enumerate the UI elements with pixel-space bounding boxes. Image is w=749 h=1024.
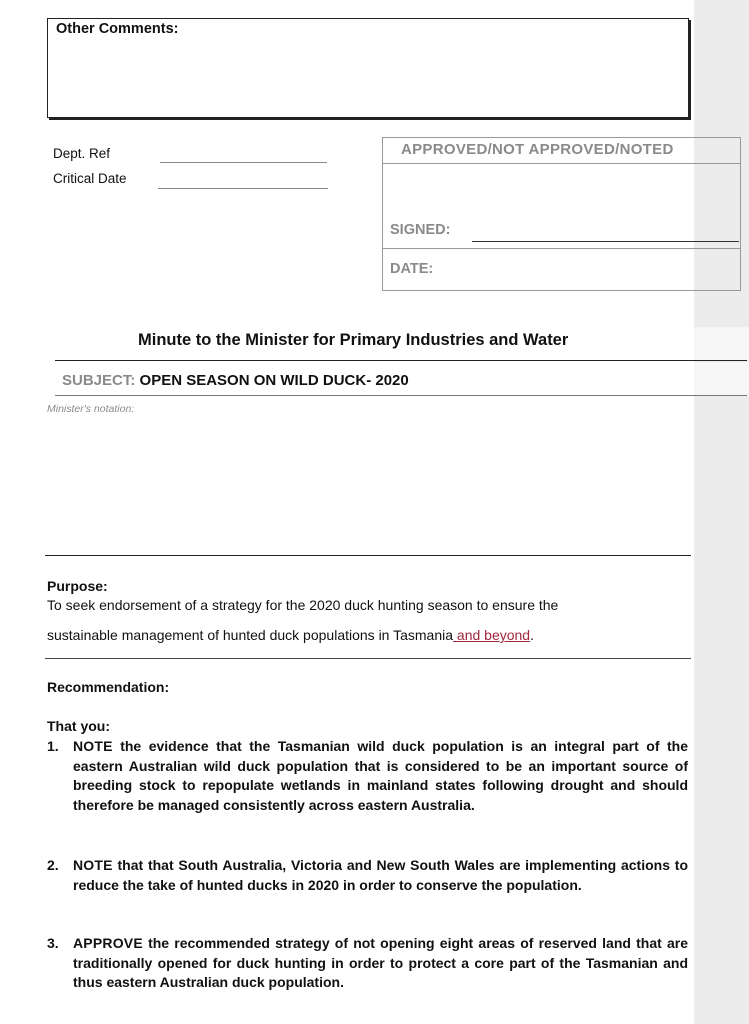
item-number: 3.: [47, 935, 59, 951]
approval-title: APPROVED/NOT APPROVED/NOTED: [401, 141, 674, 158]
recommendation-heading: Recommendation:: [47, 679, 170, 695]
notation-rule: [45, 555, 691, 556]
purpose-text: sustainable management of hunted duck populations in Tasmania: [47, 627, 454, 643]
recommendation-item: [47, 856, 688, 895]
purpose-end: .: [530, 627, 534, 643]
recommendation-item: [47, 934, 688, 993]
critical-date-label: Critical Date: [53, 171, 127, 186]
item-keyword: NOTE: [73, 738, 113, 754]
signed-label: SIGNED:: [390, 222, 451, 238]
purpose-line-2: [47, 627, 534, 643]
minister-notation-label: Minister's notation:: [47, 403, 135, 415]
margin-shade: [694, 362, 749, 396]
approval-signed-row: [383, 163, 740, 249]
signature-line[interactable]: [472, 241, 739, 242]
subject-rule: [55, 395, 747, 396]
item-text: the recommended strategy of not opening eight areas of reserved land that are traditionally opened for duck hunting in order to protect a core part of the Tasmanian and thus eastern Australian duck population.: [73, 935, 688, 991]
minute-title: Minute to the Minister for Primary Industries and Water: [138, 331, 569, 349]
recommendation-intro: That you:: [47, 718, 110, 734]
item-number: 2.: [47, 857, 59, 873]
item-keyword: NOTE: [73, 857, 113, 873]
date-label: DATE:: [390, 261, 434, 277]
item-text: that that South Australia, Victoria and New South Wales are implementing actions to reduce the take of hunted ducks in 2020 in order to conserve the population.: [73, 857, 688, 893]
dept-ref-label: Dept. Ref: [53, 146, 111, 161]
margin-shade: [694, 327, 749, 360]
purpose-heading: Purpose:: [47, 578, 108, 594]
purpose-line-1: To seek endorsement of a strategy for the 2020 duck hunting season to ensure the: [47, 597, 559, 613]
other-comments-label: Other Comments:: [56, 21, 179, 37]
other-comments-box[interactable]: [47, 18, 689, 118]
item-keyword: APPROVE: [73, 935, 143, 951]
dept-ref-field[interactable]: [160, 162, 327, 163]
title-rule: [55, 360, 747, 361]
critical-date-field[interactable]: [158, 188, 328, 189]
subject-label: SUBJECT:: [62, 372, 136, 389]
minister-notation-area[interactable]: [47, 420, 688, 554]
approval-header-row: [383, 138, 740, 164]
item-number: 1.: [47, 738, 59, 754]
subject-value: OPEN SEASON ON WILD DUCK- 2020: [139, 372, 409, 389]
subject-line: [62, 372, 409, 389]
approval-box: [382, 137, 741, 291]
item-text: the evidence that the Tasmanian wild duck population is an integral part of the eastern Australian wild duck population that is considered to be an important source of breeding stock to repopulate wetlands in mainland states following drought and should therefore be managed consistently across eastern Australia.: [73, 738, 688, 813]
tracked-insertion: and beyond: [453, 627, 531, 643]
purpose-rule: [45, 658, 691, 659]
recommendation-item: [47, 737, 688, 815]
